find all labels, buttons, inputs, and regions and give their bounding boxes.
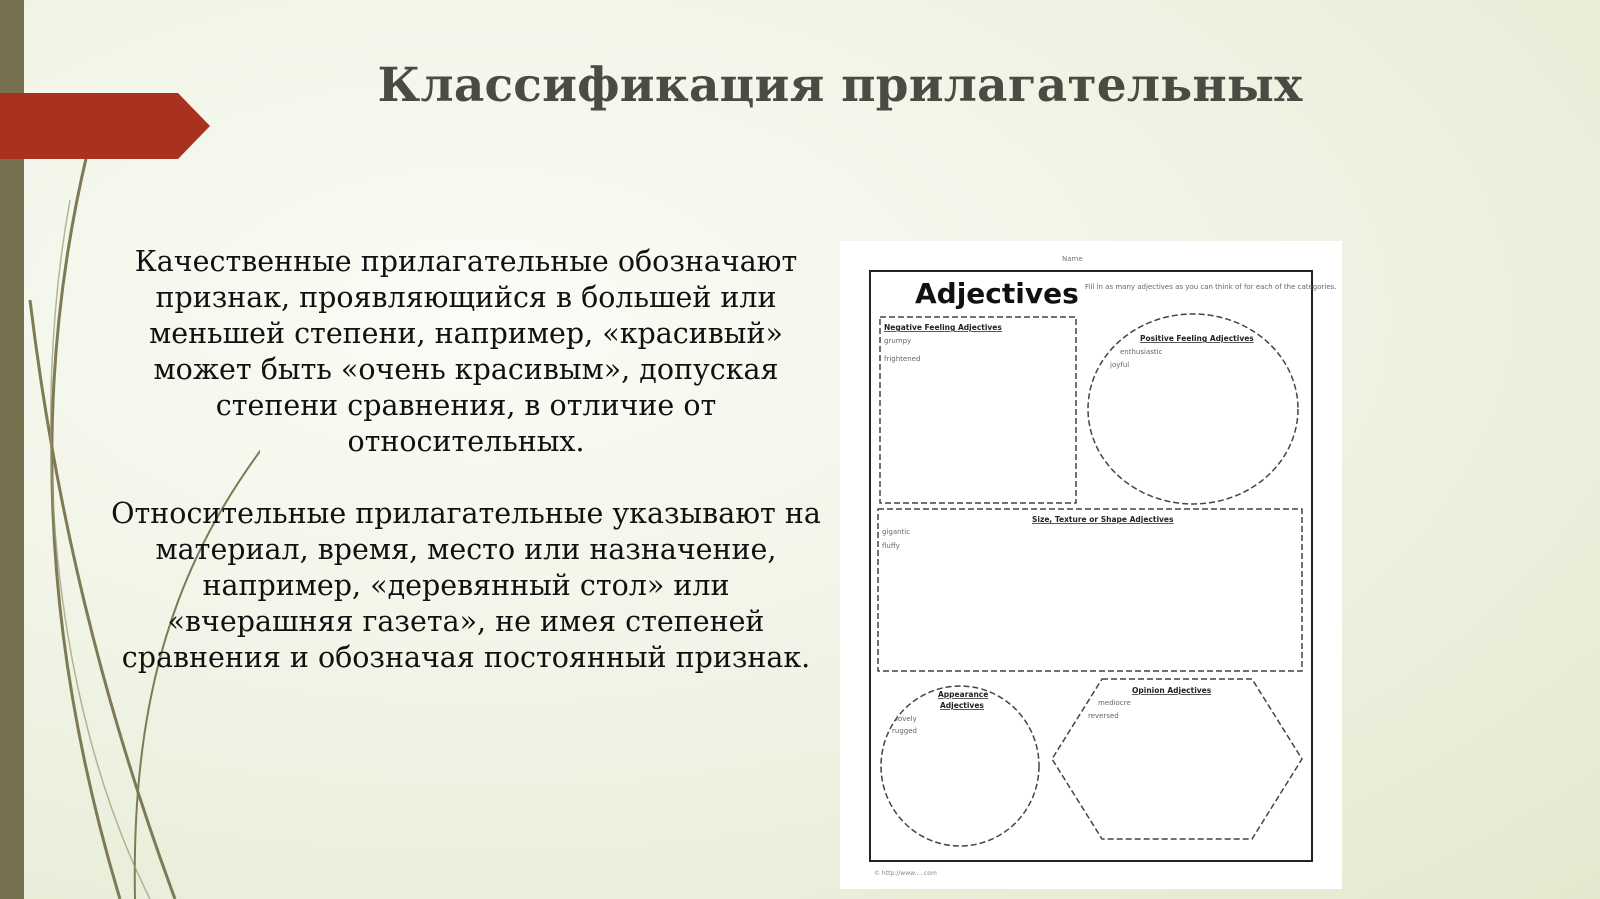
worksheet-drawing: [840, 241, 1342, 889]
ws-appearance-circle: [881, 686, 1039, 846]
ws-heading: Adjectives: [915, 277, 1079, 310]
ws-size-title: Size, Texture or Shape Adjectives: [1032, 515, 1174, 524]
ws-outer-border: [870, 271, 1312, 861]
slide-title: Классификация прилагательных: [377, 58, 1303, 113]
ws-positive-title: Positive Feeling Adjectives: [1140, 334, 1254, 343]
ws-instruction: Fill in as many adjectives as you can think of for each of the categories.: [1085, 283, 1337, 291]
ws-name-label: Name: [1062, 255, 1083, 263]
ws-footer: © http://www.....com: [874, 870, 937, 877]
adjectives-worksheet-image: [840, 241, 1342, 889]
ws-positive-example-1: enthusiastic: [1120, 348, 1163, 356]
ws-opinion-title: Opinion Adjectives: [1132, 686, 1212, 695]
ws-size-example-1: gigantic: [882, 528, 911, 536]
ws-negative-example-2: frightened: [884, 355, 921, 363]
title-accent-arrow: [0, 93, 210, 159]
ws-opinion-hexagon: [1052, 679, 1302, 839]
ws-positive-example-2: joyful: [1110, 361, 1130, 369]
qualitative-paragraph: Качественные прилагательные обозначают признак, проявляющийся в большей или меньшей степени, например, «красивый» может быть «очень красивым», допуская степени сравнения, в отличие от относительных.: [134, 245, 798, 458]
ws-appearance-example-1: lovely: [896, 715, 917, 723]
ws-appearance-title-1: Appearance: [938, 690, 989, 699]
ws-opinion-example-1: mediocre: [1098, 699, 1131, 707]
ws-size-box: [878, 509, 1302, 671]
ws-size-example-2: fluffy: [882, 542, 900, 550]
ws-appearance-example-2: rugged: [892, 727, 917, 735]
ws-negative-title: Negative Feeling Adjectives: [884, 323, 1002, 332]
slide-body: [110, 244, 822, 712]
ws-negative-example-1: grumpy: [884, 337, 912, 345]
ws-opinion-example-2: reversed: [1088, 712, 1119, 720]
relative-paragraph: Относительные прилагательные указывают на материал, время, место или назначение, например, «деревянный стол» или «вчерашняя газета», не имея степеней сравнения и обозначая постоянный признак.: [111, 497, 821, 674]
ws-appearance-title-2: Adjectives: [940, 701, 984, 710]
